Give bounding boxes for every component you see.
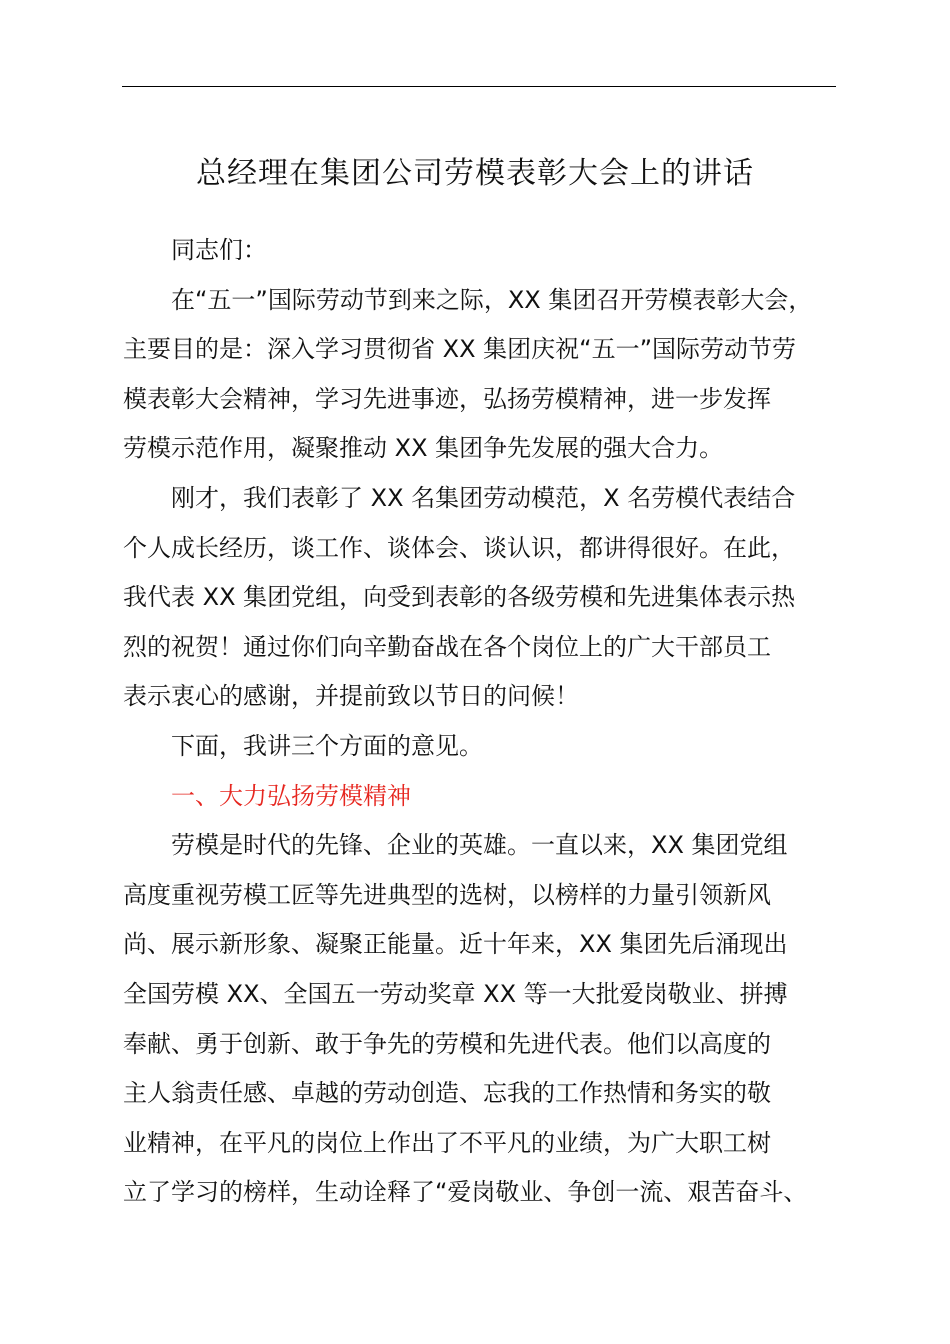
paragraph-line: 表示衷心的感谢，并提前致以节日的问候！	[123, 682, 579, 711]
paragraph-line: 奉献、勇于创新、敢于争先的劳模和先进代表。他们以高度的	[123, 1029, 771, 1058]
paragraph-line: 全国劳模 XX、全国五一劳动奖章 XX 等一大批爱岗敬业、拼搏	[123, 979, 788, 1008]
paragraph-line: 刚才，我们表彰了 XX 名集团劳动模范，X 名劳模代表结合	[171, 483, 796, 512]
paragraph-line: 劳模是时代的先锋、企业的英雄。一直以来，XX 集团党组	[171, 831, 788, 860]
paragraph-line: 下面，我讲三个方面的意见。	[171, 731, 483, 760]
paragraph-line: 我代表 XX 集团党组，向受到表彰的各级劳模和先进集体表示热	[123, 583, 796, 612]
document-body	[123, 226, 843, 1218]
paragraph-line: 主人翁责任感、卓越的劳动创造、忘我的工作热情和务实的敬	[123, 1079, 771, 1108]
paragraph-line: 尚、展示新形象、凝聚正能量。近十年来，XX 集团先后涌现出	[123, 930, 788, 959]
paragraph-line: 在“五一”国际劳动节到来之际，XX 集团召开劳模表彰大会，	[171, 285, 813, 314]
header-rule	[122, 86, 836, 87]
paragraph-line: 业精神，在平凡的岗位上作出了不平凡的业绩，为广大职工树	[123, 1128, 771, 1157]
paragraph-line: 模表彰大会精神，学习先进事迹，弘扬劳模精神，进一步发挥	[123, 384, 771, 413]
paragraph-line: 立了学习的榜样，生动诠释了“爱岗敬业、争创一流、艰苦奋斗、	[123, 1178, 808, 1207]
paragraph-line: 烈的祝贺！通过你们向辛勤奋战在各个岗位上的广大干部员工	[123, 632, 771, 661]
paragraph-line: 劳模示范作用，凝聚推动 XX 集团争先发展的强大合力。	[123, 434, 724, 463]
salutation: 同志们：	[171, 236, 267, 264]
document-title: 总经理在集团公司劳模表彰大会上的讲话	[196, 156, 754, 191]
paragraph-line: 高度重视劳模工匠等先进典型的选树，以榜样的力量引领新风	[123, 880, 771, 909]
section-heading-1: 一、大力弘扬劳模精神	[171, 781, 411, 810]
paragraph-line: 个人成长经历，谈工作、谈体会、谈认识，都讲得很好。在此，	[123, 533, 795, 562]
paragraph-line: 主要目的是：深入学习贯彻省 XX 集团庆祝“五一”国际劳动节劳	[123, 335, 797, 364]
